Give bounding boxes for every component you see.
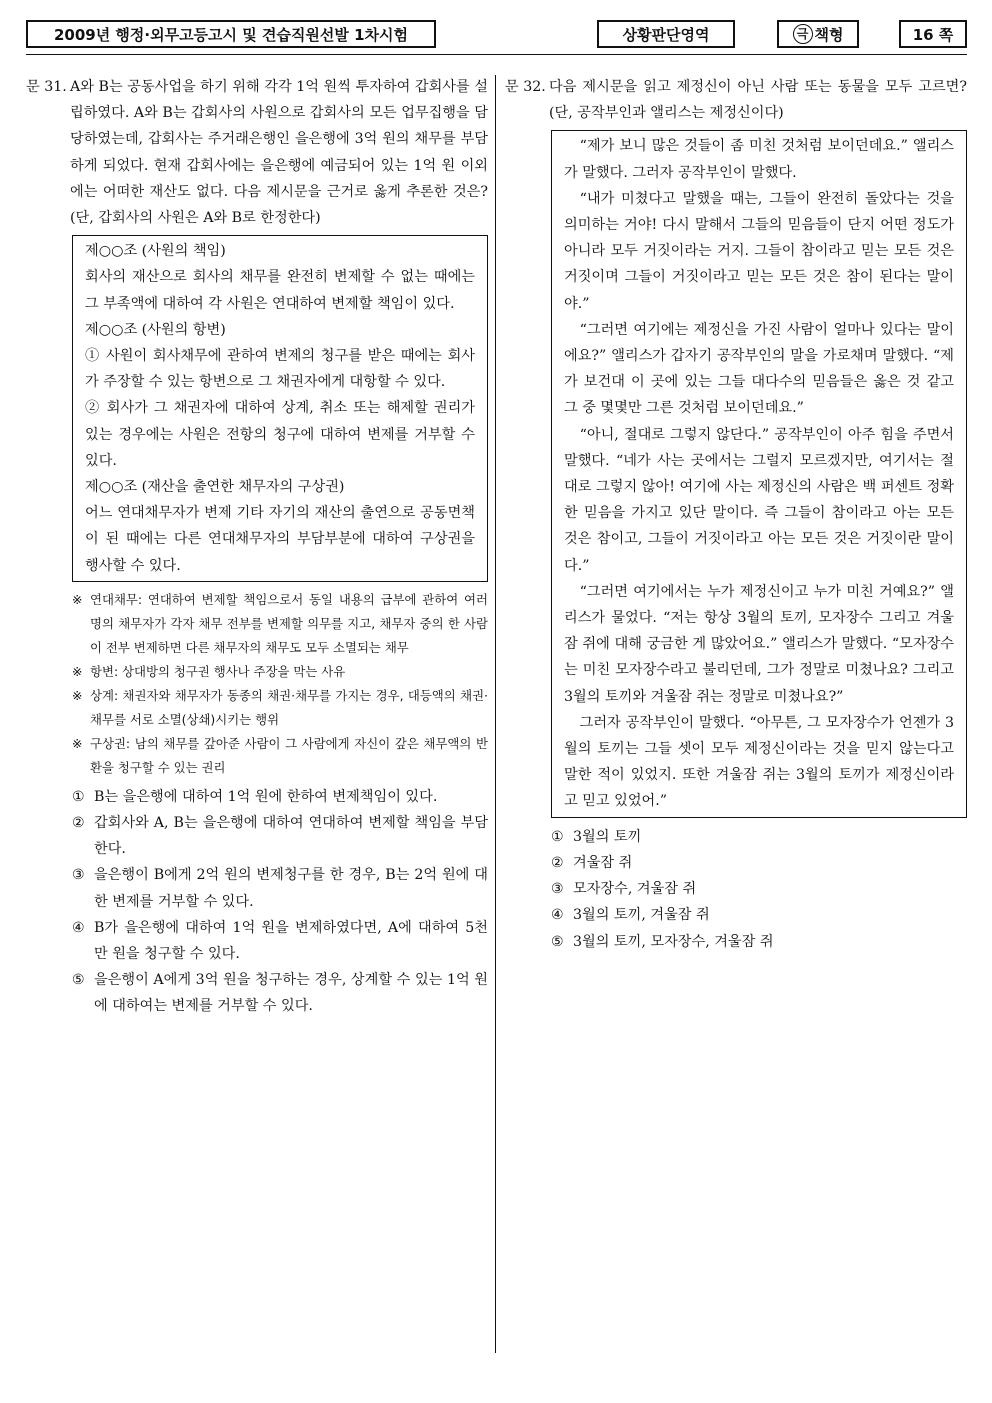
header-divider xyxy=(26,54,967,55)
option-text: B가 을은행에 대하여 1억 원을 변제하였다면, A에 대하여 5천만 원을 청구할 수 있다. xyxy=(94,919,488,963)
q31-note xyxy=(72,660,488,684)
q32-option-5[interactable] xyxy=(551,929,967,955)
q31-passage-box xyxy=(72,235,488,582)
option-number: ⑤ xyxy=(551,933,564,950)
q32-paragraph: 그러자 공작부인이 말했다. “아무튼, 그 모자장수가 언젠가 3월의 토끼는 그들 셋이 모두 제정신이라는 것을 믿지 않는다고 말한 적이 있었지. 또한 겨울잠 쥐는 3월의 토끼가 제정신이라고 믿고 있었어.” xyxy=(564,714,954,810)
subject-area: 상황판단영역 xyxy=(597,20,735,48)
option-text: 3월의 토끼 xyxy=(573,828,642,845)
option-text: 3월의 토끼, 겨울잠 쥐 xyxy=(573,907,710,924)
option-text: 겨울잠 쥐 xyxy=(573,854,633,871)
q32-stem-row xyxy=(505,74,967,126)
question-32 xyxy=(505,74,967,955)
option-number: ④ xyxy=(72,919,85,936)
q31-note xyxy=(72,732,488,780)
note-mark: ※ xyxy=(72,687,83,703)
q31-article-text: ① 사원이 회사채무에 관하여 변제의 청구를 받은 때에는 회사가 주장할 수 있는 항변으로 그 채권자에게 대항할 수 있다. xyxy=(85,348,475,391)
note-mark: ※ xyxy=(72,735,83,751)
q32-box-wrap xyxy=(551,130,967,817)
option-number: ③ xyxy=(72,867,85,884)
q32-paragraph: “그러면 여기에서는 누가 제정신이고 누가 미친 거예요?” 앨리스가 물었다. “저는 항상 3월의 토끼, 모자장수 그리고 겨울잠 쥐에 대해 궁금한 게 많았어요.” 앨리스가 말했다. “모자장수는 미친 모자장수라고 불리던데, 그가 정말로 미쳤나요? 그리고 3월의 토끼와 겨울잠 쥐는 정말로 미쳤나요?” xyxy=(564,583,954,705)
q32-option-1[interactable] xyxy=(551,824,967,850)
q32-option-2[interactable] xyxy=(551,850,967,876)
booklet-label: 책형 xyxy=(814,25,844,44)
page-number: 16 쪽 xyxy=(899,20,967,48)
q31-article-title: 제○○조 (사원의 책임) xyxy=(85,243,226,260)
q31-option-1[interactable] xyxy=(72,784,488,810)
q32-paragraph: “제가 보니 많은 것들이 좀 미친 것처럼 보이던데요.” 앨리스가 말했다. 그러자 공작부인이 말했다. xyxy=(564,138,954,181)
booklet-mark: 극 xyxy=(793,24,813,44)
q31-article-text: ② 회사가 그 채권자에 대하여 상계, 취소 또는 해제할 권리가 있는 경우에는 사원은 전항의 청구에 대하여 변제를 거부할 수 있다. xyxy=(85,400,475,469)
option-text: 갑회사와 A, B는 을은행에 대하여 연대하여 변제할 책임을 부담한다. xyxy=(94,815,488,858)
q31-stem: A와 B는 공동사업을 하기 위해 각각 1억 원씩 투자하여 갑회사를 설립하였다. A와 B는 갑회사의 사원으로 갑회사의 모든 업무집행을 담당하였는데, 갑회사는 주거래은행인 을은행에 3억 원의 채무를 부담하게 되었다. 현재 갑회사에는 을은행에 예금되어 있는 1억 원 이외에는 어떠한 재산도 없다. 다음 제시문을 근거로 옳게 추론한 것은? (단, 갑회사의 사원은 A와 B로 한정한다) xyxy=(70,79,488,227)
q32-paragraph: “아니, 절대로 그렇지 않단다.” 공작부인이 아주 힘을 주면서 말했다. “네가 사는 곳에서는 그럴지 모르겠지만, 여기서는 절대로 그렇지 않아! 여기에 사는 제정신의 사람은 백 퍼센트 정확한 믿음을 가지고 있단 말이다. 즉 그들이 참이라고 아는 모든 것은 참이고, 그들이 거짓이라고 아는 모든 것은 거짓이란 말이다.” xyxy=(564,426,954,574)
q31-number: 문 31. xyxy=(26,79,67,95)
column-divider xyxy=(495,75,496,1353)
q32-paragraph: “그러면 여기에는 제정신을 가진 사람이 얼마나 있다는 말이에요?” 앨리스가 갑자기 공작부인의 말을 가로채며 말했다. “제가 보건대 이 곳에 있는 그들 대다수의 믿음들은 옳은 것 같고 그 중 몇몇만 그른 것처럼 보이던데요.” xyxy=(564,321,954,417)
q31-option-3[interactable] xyxy=(72,862,488,914)
q31-article-text: 어느 연대채무자가 변제 기타 자기의 재산의 출연으로 공동면책이 된 때에는 다른 연대채무자의 부담부분에 대하여 구상권을 행사할 수 있다. xyxy=(85,505,475,574)
option-number: ① xyxy=(72,788,85,805)
q31-notes xyxy=(72,588,488,780)
q31-note xyxy=(72,588,488,660)
note-mark: ※ xyxy=(72,663,83,679)
note-text: 상계: 채권자와 채무자가 동종의 채권·채무를 가지는 경우, 대등액의 채권·채무를 서로 소멸(상쇄)시키는 행위 xyxy=(90,687,488,727)
q31-option-5[interactable] xyxy=(72,967,488,1019)
option-text: 을은행이 A에게 3억 원을 청구하는 경우, 상계할 수 있는 1억 원에 대하여는 변제를 거부할 수 있다. xyxy=(94,972,488,1015)
question-31 xyxy=(26,74,488,1020)
q32-paragraph: “내가 미쳤다고 말했을 때는, 그들이 완전히 돌았다는 것을 의미하는 거야! 다시 말해서 그들의 믿음들이 단지 어떤 정도가 아니라 모두 거짓이라는 거지. 그들이 참이라고 믿는 모든 것은 거짓이며 그들이 거짓이라고 믿는 모든 것은 참이 된다는 말이야.” xyxy=(564,190,954,312)
option-number: ② xyxy=(72,815,85,832)
option-number: ① xyxy=(551,828,564,845)
note-text: 연대채무: 연대하여 변제할 책임으로서 동일 내용의 급부에 관하여 여러 명의 채무자가 각자 채무 전부를 변제할 의무를 지고, 채무자 중의 한 사람이 전부 변제하면 다른 채무자의 채무도 모두 소멸되는 채무 xyxy=(90,591,488,655)
option-number: ④ xyxy=(551,907,564,924)
option-text: 모자장수, 겨울잠 쥐 xyxy=(573,881,697,898)
option-text: B는 을은행에 대하여 1억 원에 한하여 변제책임이 있다. xyxy=(94,788,438,805)
note-text: 항변: 상대방의 청구권 행사나 주장을 막는 사유 xyxy=(90,663,346,679)
q31-article-title: 제○○조 (사원의 항변) xyxy=(85,321,226,338)
q32-option-3[interactable] xyxy=(551,876,967,902)
q31-article-title: 제○○조 (재산을 출연한 채무자의 구상권) xyxy=(85,479,345,496)
q31-box-wrap xyxy=(72,235,488,582)
q31-stem-row xyxy=(26,74,488,231)
q31-article-text: 회사의 재산으로 회사의 채무를 완전히 변제할 수 없는 때에는 그 부족액에 대하여 각 사원은 연대하여 변제할 책임이 있다. xyxy=(85,269,475,312)
option-number: ⑤ xyxy=(72,972,85,989)
option-number: ② xyxy=(551,854,564,871)
q32-stem: 다음 제시문을 읽고 제정신이 아닌 사람 또는 동물을 모두 고르면? (단, 공작부인과 앨리스는 제정신이다) xyxy=(549,79,967,122)
exam-title: 2009년 행정·외무고등고시 및 견습직원선발 1차시험 xyxy=(26,20,436,48)
q32-option-4[interactable] xyxy=(551,902,967,928)
option-text: 3월의 토끼, 모자장수, 겨울잠 쥐 xyxy=(573,933,774,950)
q31-note xyxy=(72,684,488,732)
q31-option-2[interactable] xyxy=(72,810,488,862)
q32-number: 문 32. xyxy=(505,79,546,95)
q31-option-4[interactable] xyxy=(72,915,488,967)
option-text: 을은행이 B에게 2억 원의 변제청구를 한 경우, B는 2억 원에 대한 변제를 거부할 수 있다. xyxy=(94,867,488,910)
booklet-type xyxy=(777,20,859,48)
note-text: 구상권: 남의 채무를 갚아준 사람이 그 사람에게 자신이 갚은 채무액의 반환을 청구할 수 있는 권리 xyxy=(90,735,488,775)
option-number: ③ xyxy=(551,881,564,898)
q32-passage-box xyxy=(551,130,967,817)
note-mark: ※ xyxy=(72,591,83,607)
